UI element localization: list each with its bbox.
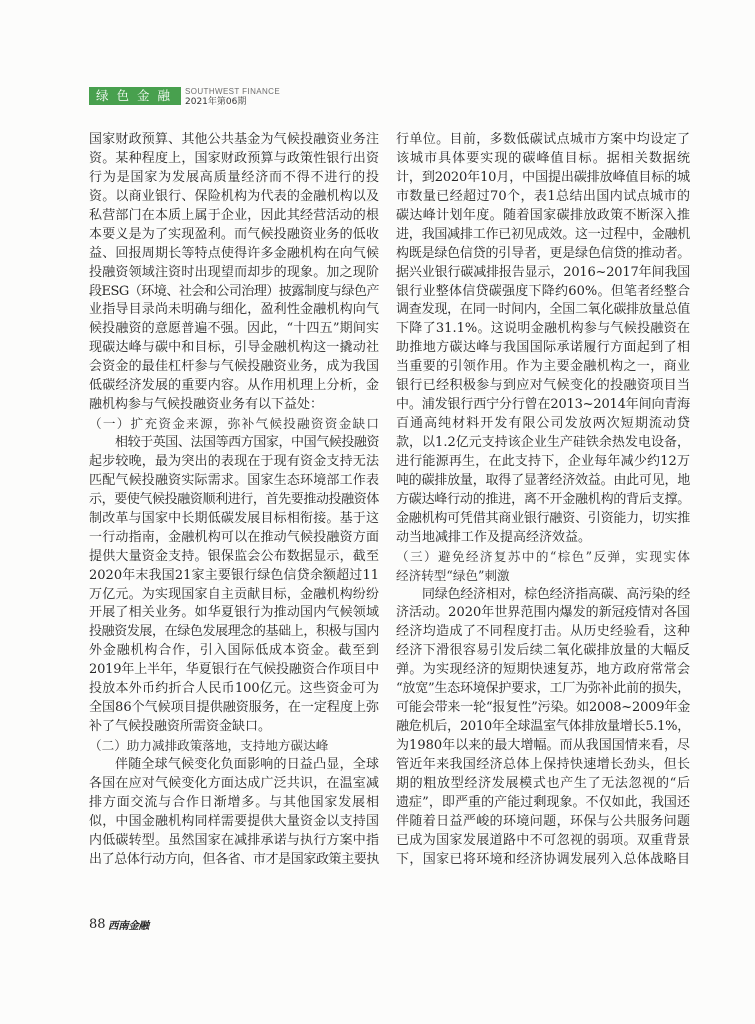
body-text-line: 一行动指南，金融机构可以在推动气候投融资方面 — [89, 529, 379, 545]
body-text-line: 构既是绿色信贷的引导者，更是绿色信贷的推动者。 — [396, 245, 690, 261]
body-text-line: 吨的碳排放量，取得了显著经济效益。由此可见，地 — [396, 472, 690, 488]
section-heading-3: （三）避免经济复苏中的“棕色”反弹，实现实体 — [396, 548, 690, 564]
body-text-line: 投融资发展，在绿色发展理念的基础上，积极与国内 — [89, 624, 379, 640]
body-text-line: 下降了31.1%。这说明金融机构参与气候投融资在 — [396, 321, 690, 337]
body-text-line: 银行业整体信贷碳强度下降约60%。但笔者经整合 — [396, 283, 690, 299]
journal-name-logo: 西南金融 — [108, 920, 149, 932]
body-text-line: 同绿色经济相对，棕色经济指高碳、高污染的经 — [422, 586, 690, 602]
body-text-line: 融机构参与气候投融资业务有以下益处： — [89, 397, 324, 413]
body-text-line: 2019年上半年，华夏银行在气候投融资合作项目中 — [89, 662, 379, 678]
body-text-line: 业指导目录尚未明确与细化，盈利性金融机构向气 — [89, 302, 379, 318]
body-text-line: 全国86个气候项目提供融资服务，在一定程度上弥 — [89, 700, 379, 716]
body-text-line: 已成为国家发展道路中不可忽视的弱项。双重背景 — [396, 832, 690, 848]
page-number: 88 — [89, 917, 106, 932]
body-text-line: 中。浦发银行西宁分行曾在2013~2014年间向青海 — [396, 397, 690, 413]
body-text-line: 百通高纯材料开发有限公司发放两次短期流动贷 — [396, 416, 690, 432]
body-text-line: 可能会带来一轮“报复性”污染。如2008~2009年金 — [396, 700, 690, 716]
section-heading-1: （一）扩充资金来源，弥补气候投融资资金缺口 — [89, 416, 379, 432]
body-text-line: 私营部门在本质上属于企业，因此其经营活动的根 — [89, 207, 379, 223]
body-text-line: 制改革与国家中长期低碳发展目标相衔接。基于这 — [89, 510, 379, 526]
body-text-line: 融危机后，2010年全球温室气体排放量增长5.1%， — [396, 719, 690, 735]
body-text-line: 调查发现，在同一时间内，全国二氧化碳排放量总值 — [396, 302, 690, 318]
body-text-line: 排方面交流与合作日渐增多。与其他国家发展相 — [89, 794, 379, 810]
body-text-line: 助推地方碳达峰与我国国际承诺履行方面起到了相 — [396, 340, 690, 356]
journal-english-name: SOUTHWEST FINANCE — [185, 87, 281, 96]
body-text-line: 内低碳转型。虽然国家在减排承诺与执行方案中指 — [89, 832, 379, 848]
body-text-line: 提供大量资金支持。银保监会公布数据显示，截至 — [89, 548, 379, 564]
body-text-line: 金融机构可凭借其商业银行融资、引资能力，切实推 — [396, 510, 690, 526]
body-text-line: 据兴业银行碳减排报告显示，2016~2017年间我国 — [396, 264, 690, 280]
section-heading-3-continued: 经济转型“绿色”刺激 — [396, 567, 510, 583]
body-text-line: 经济均造成了不同程度打击。从历史经验看，这种 — [396, 624, 690, 640]
body-text-line: 资。某种程度上，国家财政预算与政策性银行出资 — [89, 150, 379, 166]
body-text-line: “放宽”生态环境保护要求，工厂为弥补此前的损失， — [396, 681, 690, 697]
body-text-line: 国家财政预算、其他公共基金为气候投融资业务注 — [89, 132, 379, 147]
body-text-line: 似，中国金融机构同样需要提供大量资金以支持国 — [89, 813, 379, 829]
body-text-line: 进行能源再生，在此支持下，企业每年减少约12万 — [396, 453, 690, 469]
body-text-line: 资。以商业银行、保险机构为代表的金融机构以及 — [89, 188, 379, 204]
section-heading-2: （二）助力减排政策落地，支持地方碳达峰 — [89, 738, 329, 753]
body-text-line: 遗症”，即严重的产能过剩现象。不仅如此，我国还 — [396, 794, 690, 810]
body-text-line: 方碳达峰行动的推进，离不开金融机构的背后支撑。 — [396, 491, 690, 507]
body-text-line: 伴随全球气候变化负面影响的日益凸显，全球 — [115, 756, 379, 772]
section-tag: 绿色金融 — [89, 87, 181, 105]
body-text-line: 开展了相关业务。如华夏银行为推动国内气候领域 — [89, 605, 379, 621]
body-text-line: 进，我国减排工作已初见成效。这一过程中，金融机 — [396, 226, 690, 242]
left-column — [89, 131, 379, 870]
body-text-line: 补了气候投融资所需资金缺口。 — [89, 719, 272, 735]
body-text-line: 投放本外币约折合人民币100亿元。这些资金可为 — [89, 681, 379, 697]
body-text-line: 济活动。2020年世界范围内爆发的新冠疫情对各国 — [396, 605, 690, 621]
body-text-line: 动当地减排工作及提高经济效益。 — [396, 529, 592, 545]
body-text-line: 该城市具体要实现的碳峰值目标。据相关数据统 — [396, 150, 690, 166]
body-text-line: 经济下滑很容易引发后续二氧化碳排放量的大幅反 — [396, 643, 690, 659]
body-text-line: 段ESG（环境、社会和公司治理）披露制度与绿色产 — [89, 283, 379, 299]
body-text-line: 外金融机构合作，引入国际低成本资金。截至到 — [89, 643, 379, 659]
body-text-line: 为1980年以来的最大增幅。而从我国国情来看，尽 — [396, 738, 690, 753]
body-text-line: 下，国家已将环境和经济协调发展列入总体战略目 — [396, 851, 690, 867]
body-text-line: 匹配气候投融资实际需求。国家生态环境部工作表 — [89, 472, 379, 488]
body-text-line: 会资金的最佳杠杆参与气候投融资业务，成为我国 — [89, 359, 379, 375]
body-text-line: 弹。为实现经济的短期快速复苏，地方政府常常会 — [396, 662, 690, 678]
right-column — [396, 131, 690, 870]
body-text-line: 伴随着日益严峻的环境问题，环保与公共服务问题 — [396, 813, 690, 829]
body-text-line: 款，以1.2亿元支持该企业生产硅铁余热发电设备， — [396, 435, 690, 450]
body-text-line: 各国在应对气候变化方面达成广泛共识，在温室减 — [89, 775, 379, 791]
body-text-line: 现碳达峰与碳中和目标，引导金融机构这一撬动社 — [89, 340, 379, 356]
body-text-line: 2020年末我国21家主要银行绿色信贷余额超过11 — [89, 567, 379, 583]
body-text-line: 行单位。目前，多数低碳试点城市方案中均设定了 — [396, 132, 690, 147]
body-text-line: 市数量已经超过70个，表1总结出国内试点城市的 — [396, 188, 690, 204]
body-text-line: 万亿元。为实现国家自主贡献目标，金融机构纷纷 — [89, 586, 379, 602]
body-text-line: 银行已经积极参与到应对气候变化的投融资项目当 — [396, 378, 690, 394]
issue-label: 2021年第06期 — [185, 97, 247, 107]
body-text-line: 示，要使气候投融资顺利进行，首先要推动投融资体 — [89, 491, 379, 507]
body-text-line: 投融资领域注资时出现望而却步的现象。加之现阶 — [89, 264, 379, 280]
body-text-line: 期的粗放型经济发展模式也产生了无法忽视的“后 — [396, 775, 690, 791]
body-text-line: 出了总体行动方向，但各省、市才是国家政策主要执 — [89, 851, 379, 867]
body-text-line: 低碳经济发展的重要内容。从作用机理上分析，金 — [89, 378, 379, 394]
body-text-line: 相较于英国、法国等西方国家，中国气候投融资 — [115, 435, 379, 450]
body-text-line: 碳达峰计划年度。随着国家碳排放政策不断深入推 — [396, 207, 690, 223]
body-text-line: 计，到2020年10月，中国提出碳排放峰值目标的城 — [396, 169, 690, 185]
body-text-line: 起步较晚，最为突出的表现在于现有资金支持无法 — [89, 453, 379, 469]
body-text-line: 行为是国家为发展高质量经济而不得不进行的投 — [89, 169, 379, 185]
body-text-line: 益、回报周期长等特点使得许多金融机构在向气候 — [89, 245, 379, 261]
body-text-line: 本要义是为了实现盈利。而气候投融资业务的低收 — [89, 226, 379, 242]
body-text-line: 管近年来我国经济总体上保持快速增长劲头，但长 — [396, 756, 690, 772]
body-text-line: 候投融资的意愿普遍不强。因此，“十四五”期间实 — [89, 321, 379, 337]
body-text-line: 当重要的引领作用。作为主要金融机构之一，商业 — [396, 359, 690, 375]
